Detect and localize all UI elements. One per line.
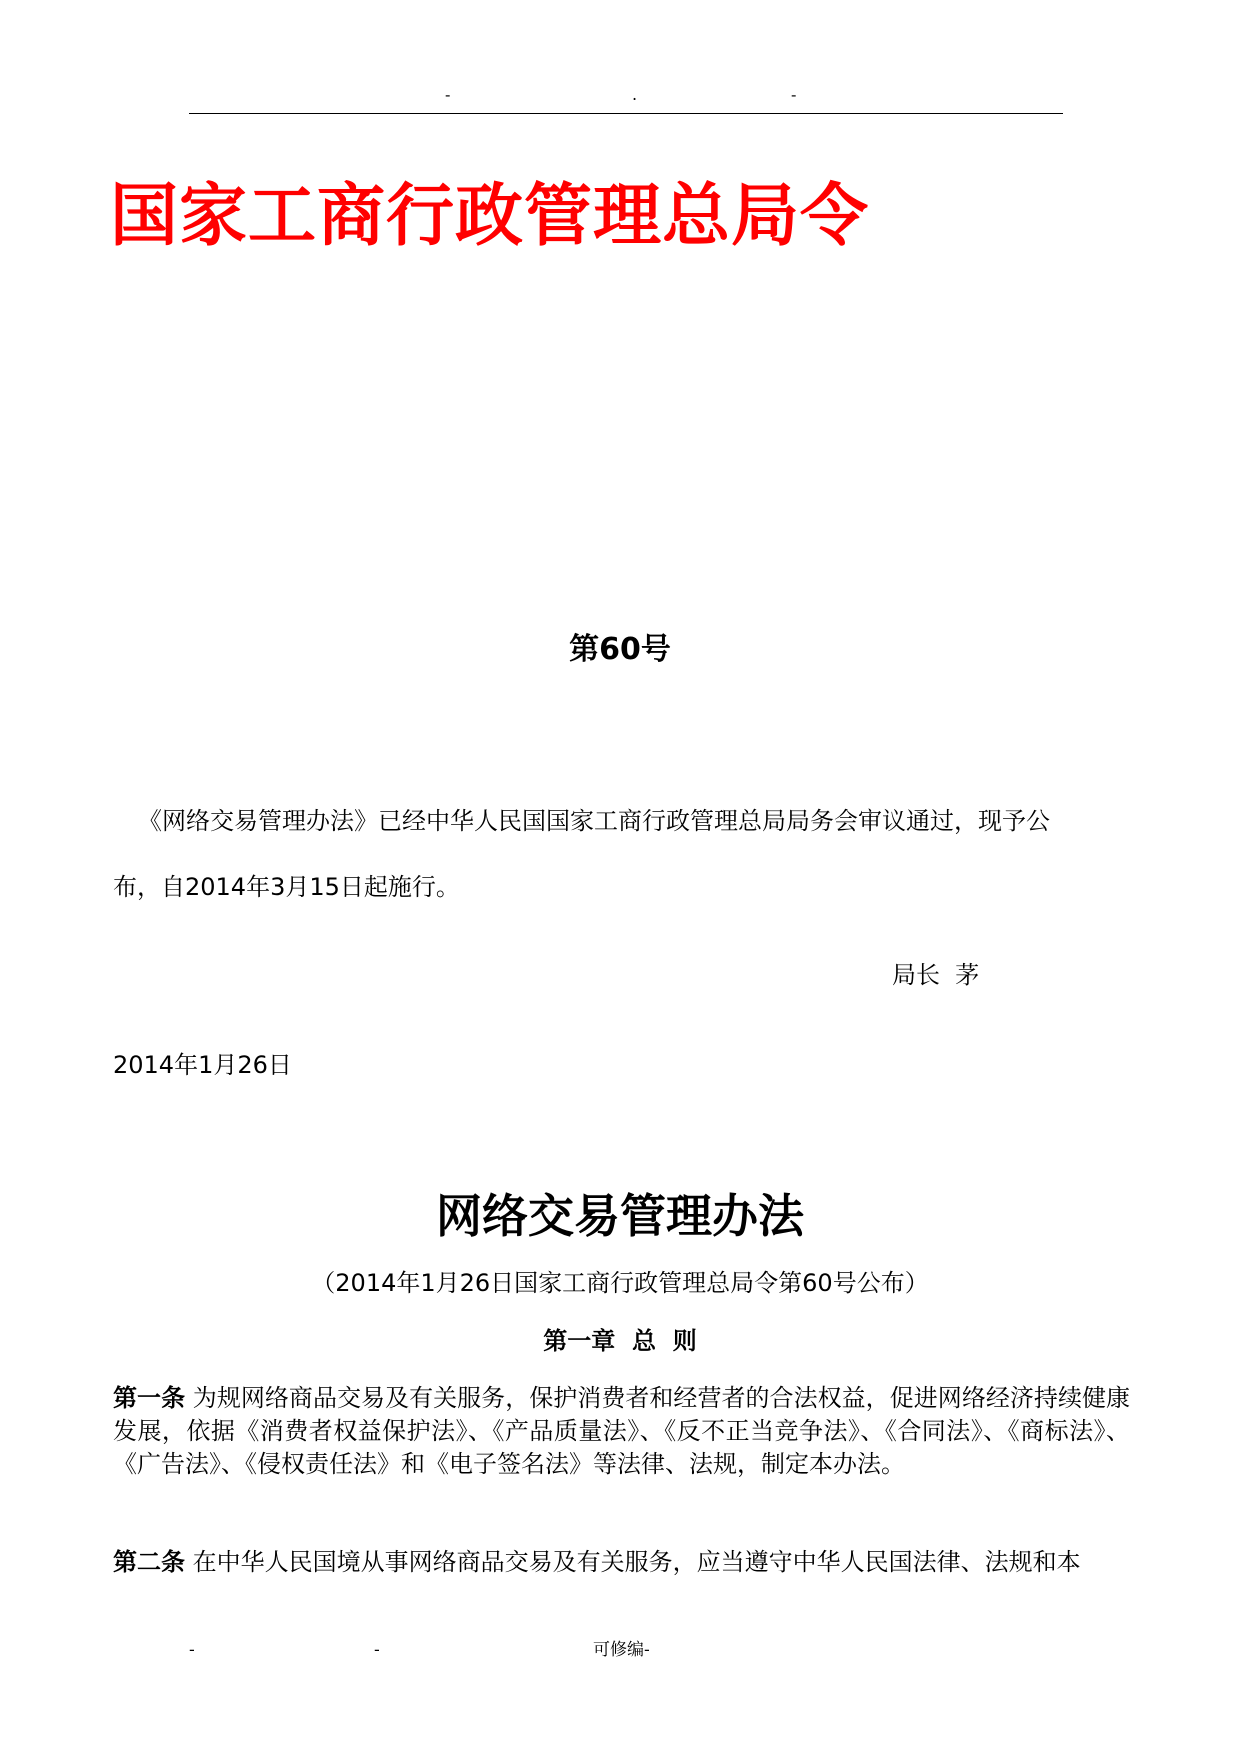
footer-mark-center: - — [374, 1640, 380, 1660]
regulation-title: 网络交易管理办法 — [436, 1189, 804, 1243]
footer-mark-left: - — [189, 1640, 195, 1660]
chapter-heading: 第一章 总 则 — [543, 1327, 697, 1355]
signer: 局长 茅 — [892, 961, 980, 989]
header-rule — [189, 113, 1063, 114]
header-mark-left: - — [445, 85, 451, 104]
article-text: 为规网络商品交易及有关服务，保护消费者和经营者的合法权益，促进网络经济持续健康发展，依据《消费者权益保护法》、《产品质量法》、《反不正当竞争法》、《合同法》、《商标法》、《广告法》、《侵权责任法》和《电子签名法》等法律、法规，制定本办法。 — [113, 1384, 1131, 1478]
announcement-line-1: 《网络交易管理办法》已经中华人民国国家工商行政管理总局局务会审议通过，现予公 — [138, 807, 1050, 835]
regulation-subtitle: （2014年1月26日国家工商行政管理总局令第60号公布） — [311, 1269, 929, 1297]
announcement-line-2: 布，自2014年3月15日起施行。 — [113, 873, 460, 901]
article-1 — [113, 1382, 1130, 1481]
decree-title: 国家工商行政管理总局令 — [110, 177, 870, 256]
article-text: 在中华人民国境从事网络商品交易及有关服务，应当遵守中华人民国法律、法规和本 — [192, 1548, 1081, 1576]
decree-date: 2014年1月26日 — [113, 1051, 292, 1079]
article-number: 第二条 — [113, 1548, 185, 1576]
article-number: 第一条 — [113, 1384, 186, 1412]
footer-editable-note: 可修编- — [593, 1640, 650, 1660]
article-2 — [113, 1546, 1130, 1579]
header-mark-right: - — [791, 85, 797, 104]
header-mark-center: . — [632, 85, 638, 104]
decree-number: 第60号 — [569, 632, 671, 667]
